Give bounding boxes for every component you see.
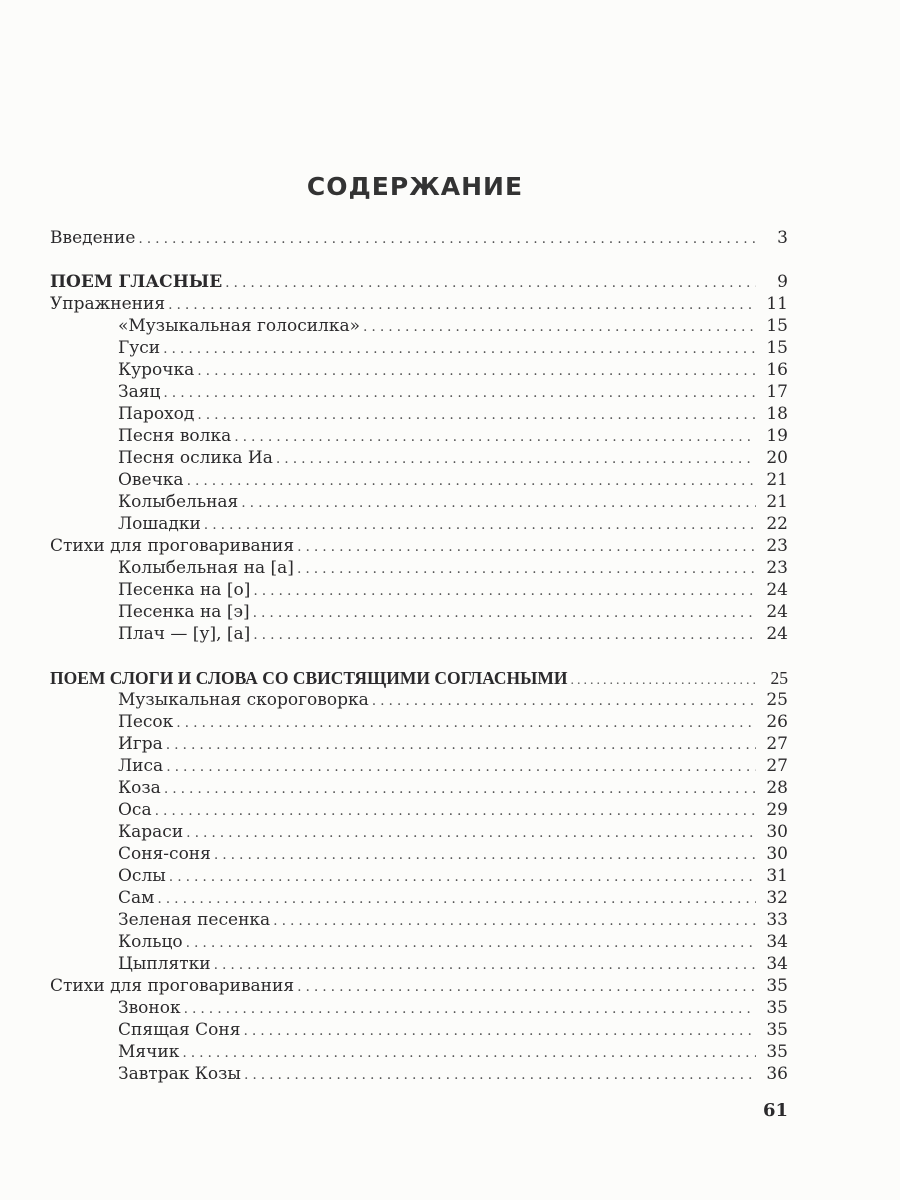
entry-title: Пароход — [118, 404, 195, 424]
entry-title: Заяц — [118, 382, 161, 402]
toc-entry — [50, 1019, 788, 1041]
dot-leader — [253, 624, 756, 646]
toc-entry — [50, 1041, 788, 1063]
dot-leader — [241, 492, 756, 514]
entry-title: ПОЕМ ГЛАСНЫЕ — [50, 272, 223, 292]
entry-page-number: 25 — [766, 690, 788, 710]
entry-title: Стихи для проговаривания — [50, 536, 295, 556]
dot-leader — [197, 360, 756, 382]
entry-page-number: 27 — [766, 734, 788, 754]
dot-leader — [155, 800, 756, 822]
entry-title: Ослы — [118, 866, 166, 886]
entry-page-number: 21 — [766, 470, 788, 490]
dot-leader — [187, 470, 756, 492]
entry-page-number: 16 — [766, 360, 788, 380]
entry-title: Игра — [118, 734, 163, 754]
page-number: 61 — [762, 1100, 788, 1121]
entry-title: Введение — [50, 228, 136, 248]
entry-title: «Музыкальная голосилка» — [118, 316, 361, 336]
entry-page-number: 3 — [777, 228, 788, 248]
dot-leader — [169, 866, 756, 888]
entry-title: Зеленая песенка — [118, 910, 271, 930]
toc-entry — [50, 997, 788, 1019]
toc-entry — [50, 953, 788, 975]
dot-leader — [168, 294, 756, 316]
dot-leader — [176, 712, 756, 734]
dot-leader — [570, 670, 756, 692]
dot-leader — [214, 844, 756, 866]
entry-title: Песенка на [э] — [118, 602, 250, 622]
toc-entry — [50, 469, 788, 491]
entry-title: Коза — [118, 778, 161, 798]
entry-page-number: 33 — [766, 910, 788, 930]
dot-leader — [276, 448, 756, 470]
dot-leader — [225, 272, 756, 294]
entry-page-number: 23 — [766, 558, 788, 578]
entry-title: Плач — [у], [а] — [118, 624, 251, 644]
entry-title: Упражнения — [50, 294, 166, 314]
toc-entry — [50, 799, 788, 821]
entry-title: Сам — [118, 888, 155, 908]
dot-leader — [166, 756, 756, 778]
entry-page-number: 27 — [766, 756, 788, 776]
toc-section — [50, 271, 788, 293]
toc-entry — [50, 733, 788, 755]
dot-leader — [157, 888, 756, 910]
toc-entry — [50, 975, 788, 997]
toc-entry — [50, 293, 788, 315]
entry-page-number: 36 — [766, 1064, 788, 1084]
entry-page-number: 15 — [766, 338, 788, 358]
entry-title: Курочка — [118, 360, 195, 380]
entry-title: ПОЕМ СЛОГИ И СЛОВА СО СВИСТЯЩИМИ СОГЛАСНЫМИ — [50, 668, 568, 688]
entry-title: Звонок — [118, 998, 181, 1018]
dot-leader — [186, 822, 756, 844]
toc-entry — [50, 381, 788, 403]
entry-page-number: 22 — [766, 514, 788, 534]
entry-page-number: 35 — [766, 1042, 788, 1062]
entry-title: Оса — [118, 800, 152, 820]
entry-page-number: 17 — [766, 382, 788, 402]
entry-title: Спящая Соня — [118, 1020, 241, 1040]
toc-entry — [50, 755, 788, 777]
page-title: СОДЕРЖАНИЕ — [306, 172, 524, 201]
dot-leader — [243, 1020, 756, 1042]
entry-title: Мячик — [118, 1042, 180, 1062]
dot-leader — [214, 954, 756, 976]
toc-entry — [50, 337, 788, 359]
dot-leader — [253, 602, 756, 624]
entry-page-number: 9 — [777, 272, 788, 292]
toc-entry — [50, 623, 788, 645]
toc-entry — [50, 909, 788, 931]
dot-leader — [204, 514, 756, 536]
toc-entry — [50, 403, 788, 425]
entry-page-number: 25 — [770, 668, 788, 688]
dot-leader — [273, 910, 756, 932]
entry-page-number: 21 — [766, 492, 788, 512]
entry-title: Лиса — [118, 756, 164, 776]
dot-leader — [372, 690, 756, 712]
entry-page-number: 30 — [766, 844, 788, 864]
entry-page-number: 19 — [766, 426, 788, 446]
dot-leader — [163, 338, 756, 360]
entry-page-number: 29 — [766, 800, 788, 820]
entry-title: Караси — [118, 822, 184, 842]
entry-page-number: 28 — [766, 778, 788, 798]
dot-leader — [363, 316, 756, 338]
dot-leader — [138, 228, 756, 250]
toc-entry — [50, 821, 788, 843]
dot-leader — [297, 558, 756, 580]
dot-leader — [182, 1042, 756, 1064]
toc-entry — [50, 315, 788, 337]
toc-section — [50, 667, 788, 689]
dot-leader — [164, 778, 756, 800]
toc-entry — [50, 447, 788, 469]
entry-title: Кольцо — [118, 932, 183, 952]
entry-page-number: 26 — [766, 712, 788, 732]
dot-leader — [244, 1064, 756, 1086]
entry-title: Лошадки — [118, 514, 201, 534]
entry-title: Цыплятки — [118, 954, 211, 974]
toc-entry — [50, 1063, 788, 1085]
toc-entry — [50, 513, 788, 535]
toc-entry — [50, 359, 788, 381]
entry-page-number: 11 — [766, 294, 788, 314]
entry-title: Песенка на [о] — [118, 580, 251, 600]
toc-entry — [50, 601, 788, 623]
toc-entry — [50, 491, 788, 513]
toc-entry — [50, 557, 788, 579]
entry-title: Песня волка — [118, 426, 232, 446]
toc-entry — [50, 579, 788, 601]
toc-entry — [50, 931, 788, 953]
entry-page-number: 23 — [766, 536, 788, 556]
dot-leader — [166, 734, 756, 756]
dot-leader — [297, 536, 756, 558]
dot-leader — [163, 382, 756, 404]
toc-entry — [50, 777, 788, 799]
dot-leader — [234, 426, 756, 448]
toc-entry — [50, 711, 788, 733]
entry-page-number: 34 — [766, 954, 788, 974]
entry-page-number: 30 — [766, 822, 788, 842]
dot-leader — [197, 404, 756, 426]
entry-title: Колыбельная на [а] — [118, 558, 294, 578]
entry-title: Овечка — [118, 470, 184, 490]
dot-leader — [253, 580, 756, 602]
entry-page-number: 24 — [766, 602, 788, 622]
entry-title: Колыбельная — [118, 492, 239, 512]
toc-entry — [50, 227, 788, 249]
entry-page-number: 35 — [766, 1020, 788, 1040]
entry-title: Песня ослика Иа — [118, 448, 273, 468]
toc-entry — [50, 689, 788, 711]
toc-entry — [50, 887, 788, 909]
entry-title: Музыкальная скороговорка — [118, 690, 369, 710]
entry-page-number: 35 — [766, 976, 788, 996]
toc-entry — [50, 425, 788, 447]
entry-title: Песок — [118, 712, 174, 732]
entry-title: Гуси — [118, 338, 161, 358]
dot-leader — [186, 932, 756, 954]
toc-entry — [50, 865, 788, 887]
entry-page-number: 24 — [766, 624, 788, 644]
entry-title: Стихи для проговаривания — [50, 976, 295, 996]
entry-page-number: 15 — [766, 316, 788, 336]
entry-page-number: 24 — [766, 580, 788, 600]
entry-page-number: 34 — [766, 932, 788, 952]
entry-page-number: 18 — [766, 404, 788, 424]
entry-page-number: 20 — [766, 448, 788, 468]
entry-title: Завтрак Козы — [118, 1064, 241, 1084]
entry-page-number: 32 — [766, 888, 788, 908]
toc-entry — [50, 535, 788, 557]
table-of-contents — [50, 227, 788, 1085]
entry-page-number: 31 — [766, 866, 788, 886]
toc-entry — [50, 843, 788, 865]
dot-leader — [297, 976, 756, 998]
entry-page-number: 35 — [766, 998, 788, 1018]
dot-leader — [184, 998, 756, 1020]
entry-title: Соня-соня — [118, 844, 211, 864]
